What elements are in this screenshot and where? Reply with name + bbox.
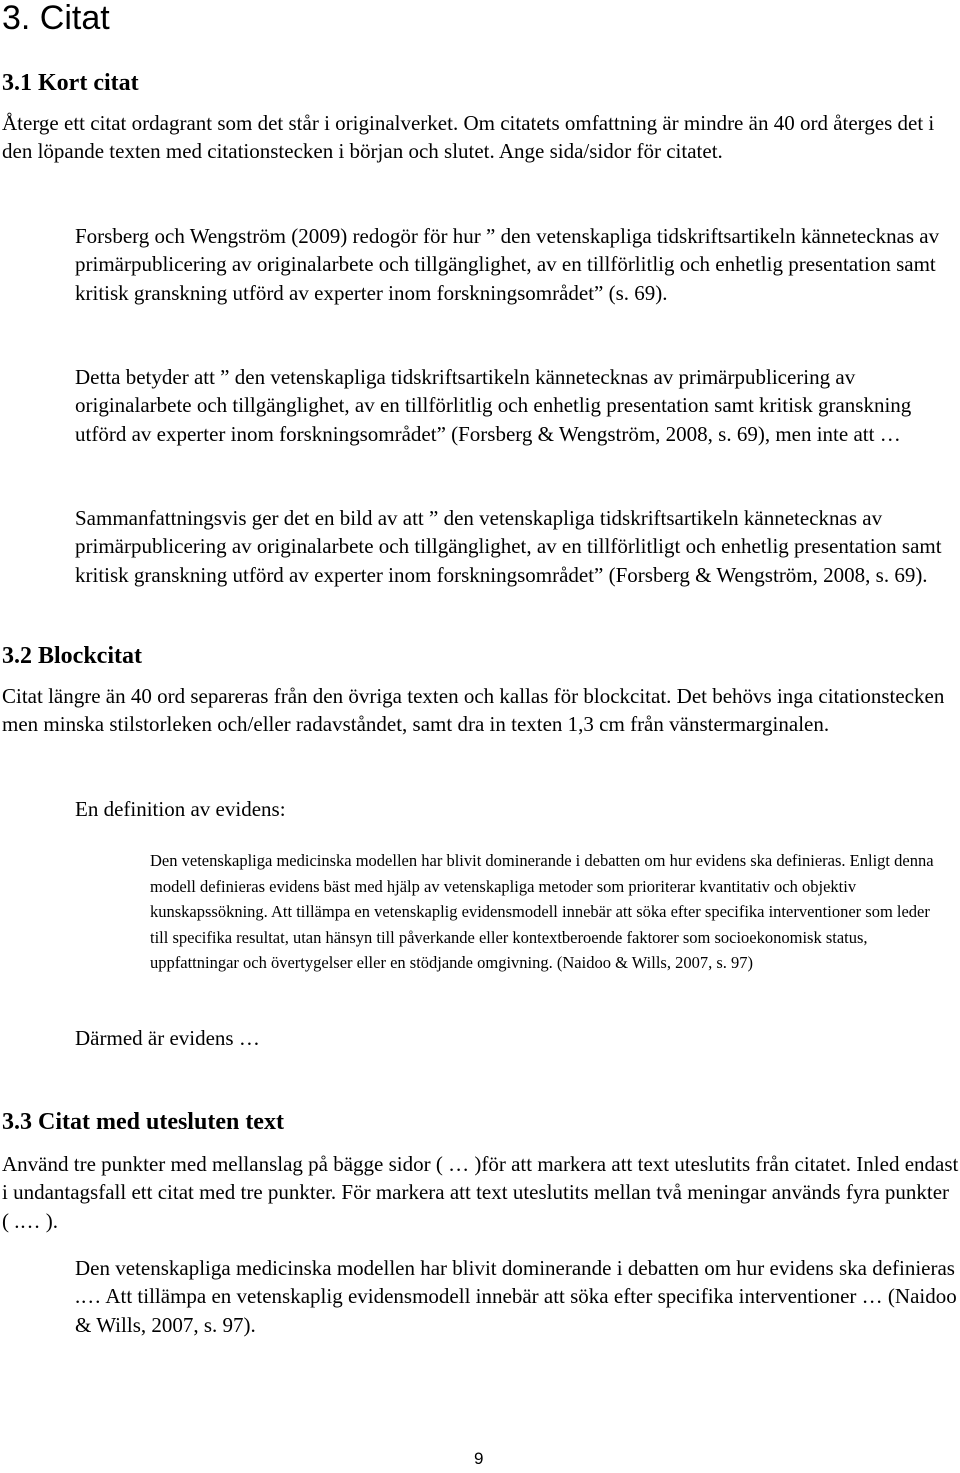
heading-3-2: 3.2 Blockcitat [2,643,142,669]
block-quote-lead: En definition av evidens: [75,797,286,821]
heading-3-3: 3.3 Citat med utesluten text [2,1109,284,1135]
ellipsis-quote-example: Den vetenskapliga medicinska modellen har blivit dominerande i debatten om hur evidens ska definieras .… Att tillämpa en vetenskaplig evidensmodell innebär att söka efter specifika interventioner … (Naidoo & Wills, 2007, s. 97). [75,1256,957,1337]
page-number: 9 [474,1449,484,1468]
short-quote-example-2: Detta betyder att ” den vetenskapliga tidskriftsartikeln kännetecknas av primärpublicering av originalarbete och tillgänglighet, av en tillförlitlig och enhetlig presentation samt kritisk granskning utförd av experter inom forskningsområdet” (Forsberg & Wengström, 2008, s. 69), men inte att … [75,365,912,446]
block-quote: Den vetenskapliga medicinska modellen har blivit dominerande i debatten om hur evidens ska definieras. Enligt denna modell definieras evidens bäst med hjälp av vetenskapliga metoder som prioriterar kvantitativ och objektiv kunskapssökning. Att tillämpa en vetenskaplig evidensmodell innebär att söka efter specifika interventioner som leder till specifika resultat, utan hänsyn till påverkande eller kontextberoende faktorer som socioekonomisk status, uppfattningar och övertygelser eller en stödjande omgivning. (Naidoo & Wills, 2007, s. 97) [150,851,934,972]
heading-3-1: 3.1 Kort citat [2,70,139,96]
block-quote-followup: Därmed är evidens … [75,1026,260,1050]
section-title: 3. Citat [2,0,110,37]
intro-3-1: Återge ett citat ordagrant som det står i originalverket. Om citatets omfattning är mindre än 40 ord återges det i den löpande texten med citationstecken i början och slutet. Ange sida/sidor för citatet. [2,111,935,164]
short-quote-example-1: Forsberg och Wengström (2009) redogör för hur ” den vetenskapliga tidskriftsartikeln kännetecknas av primärpublicering av originalarbete och tillgänglighet, av en tillförlitlig och enhetlig presentation samt kritisk granskning utförd av experter inom forskningsområdet” (s. 69). [75,224,940,305]
short-quote-example-3: Sammanfattningsvis ger det en bild av att ” den vetenskapliga tidskriftsartikeln kännetecknas av primärpublicering av originalarbete och tillgänglighet, av en tillförlitligt och enhetlig presentation samt kritisk granskning utförd av experter inom forskningsområdet” (Forsberg & Wengström, 2008, s. 69). [75,506,942,587]
intro-3-3: Använd tre punkter med mellanslag på bägge sidor ( … )för att markera att text uteslutits från citatet. Inled endast i undantagsfall ett citat med tre punkter. För markera att text uteslutits mellan två meningar används fyra punkter ( .… ). [2,1152,959,1233]
intro-3-2: Citat längre än 40 ord separeras från den övriga texten och kallas för blockcitat. Det behövs inga citationstecken men minska stilstorleken och/eller radavståndet, samt dra in texten 1,3 cm från vänstermarginalen. [2,684,945,737]
